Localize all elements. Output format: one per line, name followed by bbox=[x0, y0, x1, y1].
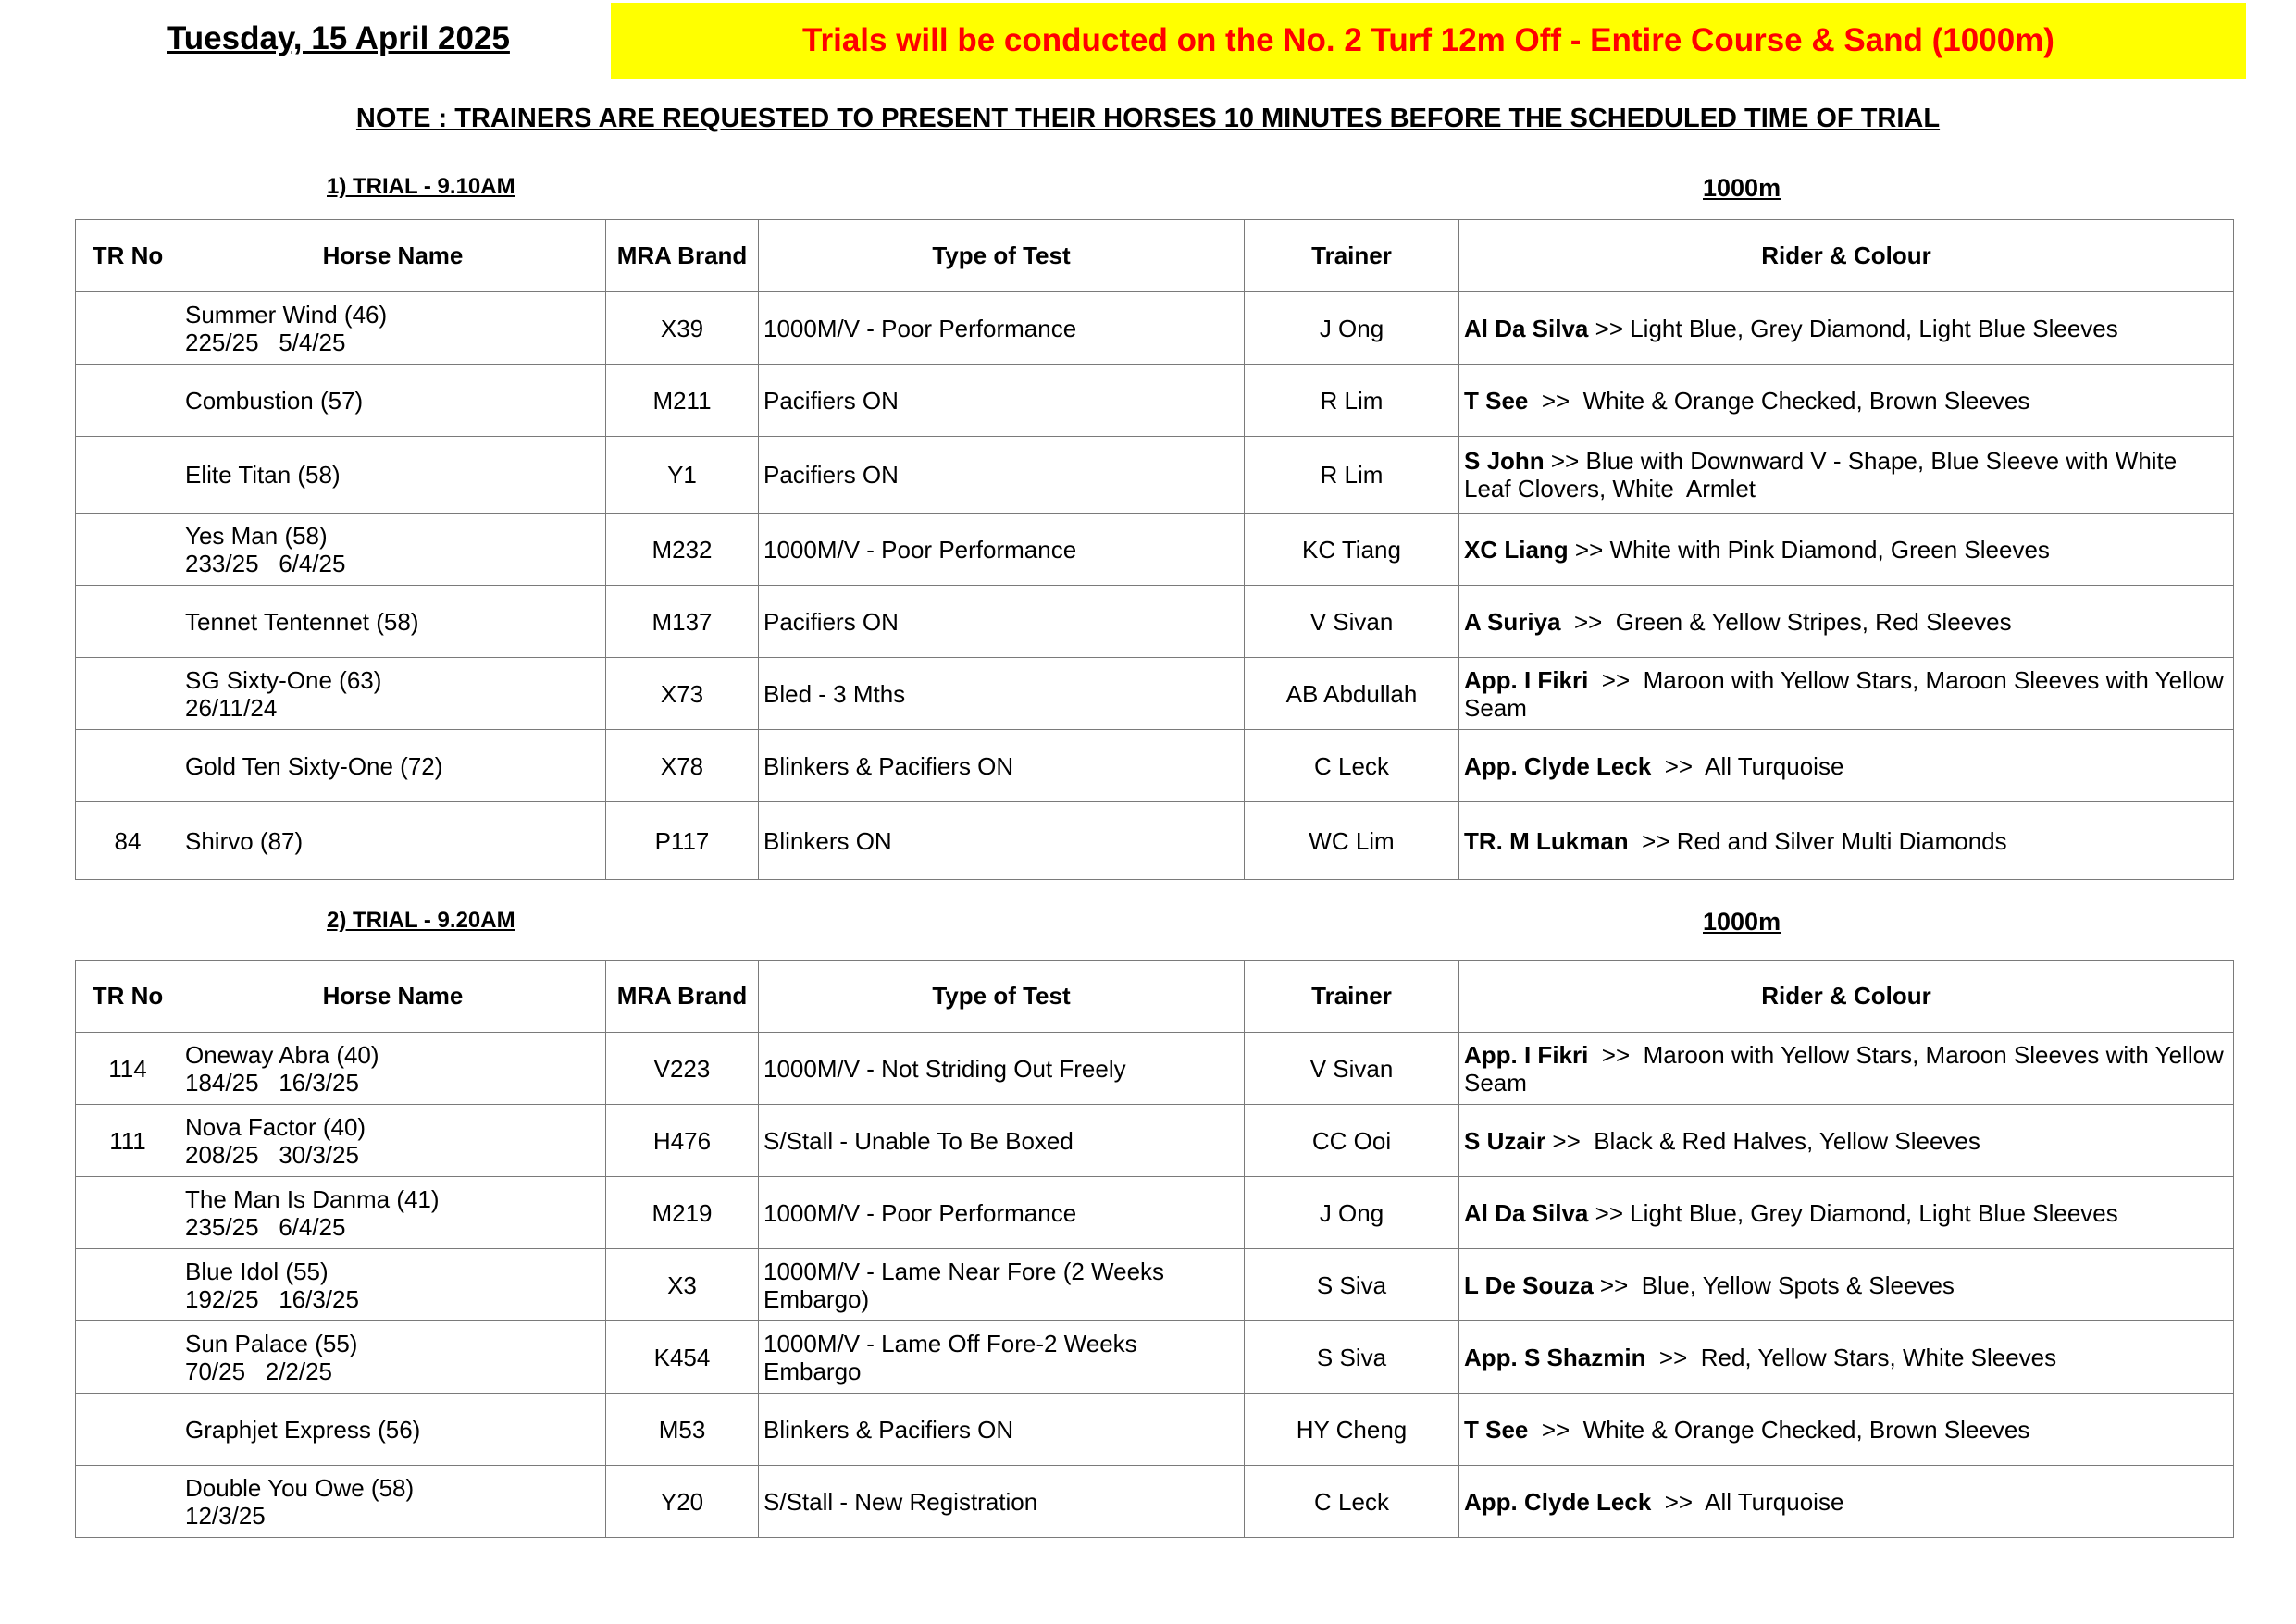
horse-name: Nova Factor (40) bbox=[185, 1112, 366, 1141]
rider-colours: >> Blue with Downward V - Shape, Blue Sleeve with White Leaf Clovers, White Armlet bbox=[1464, 447, 2184, 502]
col-tr-no: TR No bbox=[76, 961, 180, 1033]
col-rider-colour: Rider & Colour bbox=[1459, 220, 2234, 292]
rider-colours: >> White & Orange Checked, Brown Sleeves bbox=[1528, 1415, 2030, 1444]
table-row bbox=[76, 586, 2234, 658]
horse-name: Summer Wind (46) bbox=[185, 300, 388, 329]
mra-brand-cell: X39 bbox=[606, 292, 759, 365]
trainer-cell: KC Tiang bbox=[1245, 514, 1459, 586]
rider-name: Al Da Silva bbox=[1464, 1198, 1589, 1227]
rider-name: T See bbox=[1464, 1415, 1529, 1444]
trainer-cell: WC Lim bbox=[1245, 802, 1459, 880]
mra-brand-cell: M219 bbox=[606, 1177, 759, 1249]
rider-name: App. Clyde Leck bbox=[1464, 751, 1652, 780]
table-row bbox=[76, 1033, 2234, 1105]
horse-name: Blue Idol (55) bbox=[185, 1257, 329, 1285]
trial-2-title: 2) TRIAL - 9.20AM bbox=[327, 908, 515, 933]
horse-name-cell bbox=[180, 586, 606, 658]
mra-brand-cell: K454 bbox=[606, 1321, 759, 1394]
horse-name-cell bbox=[180, 802, 606, 880]
rider-colour-cell bbox=[1459, 1177, 2234, 1249]
tr-no-cell bbox=[76, 586, 180, 658]
trial-1-rows bbox=[76, 292, 2234, 880]
mra-brand-cell: M232 bbox=[606, 514, 759, 586]
table-row bbox=[76, 292, 2234, 365]
horse-name: Shirvo (87) bbox=[185, 826, 304, 855]
tr-no-cell bbox=[76, 1249, 180, 1321]
rider-colours: >> Black & Red Halves, Yellow Sleeves bbox=[1545, 1126, 1980, 1155]
rider-name: App. I Fikri bbox=[1464, 665, 1589, 694]
table-row bbox=[76, 1177, 2234, 1249]
tr-no-cell bbox=[76, 365, 180, 437]
horse-name: SG Sixty-One (63) bbox=[185, 665, 382, 694]
type-of-test-cell: 1000M/V - Lame Near Fore (2 Weeks Embargo) bbox=[759, 1249, 1245, 1321]
type-of-test-cell: Pacifiers ON bbox=[759, 437, 1245, 514]
horse-name: Tennet Tentennet (58) bbox=[185, 607, 419, 636]
rider-colour-cell bbox=[1459, 730, 2234, 802]
tr-no-cell bbox=[76, 1177, 180, 1249]
rider-colour-cell bbox=[1459, 1466, 2234, 1538]
col-tr-no: TR No bbox=[76, 220, 180, 292]
tr-no-cell: 111 bbox=[76, 1105, 180, 1177]
tr-no-cell bbox=[76, 1321, 180, 1394]
rider-colour-cell bbox=[1459, 1394, 2234, 1466]
rider-colour-cell bbox=[1459, 586, 2234, 658]
rider-name: L De Souza bbox=[1464, 1271, 1594, 1299]
type-of-test-cell: S/Stall - New Registration bbox=[759, 1466, 1245, 1538]
mra-brand-cell: H476 bbox=[606, 1105, 759, 1177]
trainer-cell: R Lim bbox=[1245, 437, 1459, 514]
rider-colours: >> All Turquoise bbox=[1651, 1487, 1844, 1516]
rider-name: Al Da Silva bbox=[1464, 314, 1589, 342]
trial-2-table bbox=[75, 960, 2234, 1538]
rider-name: XC Liang bbox=[1464, 535, 1569, 564]
rider-colour-cell bbox=[1459, 365, 2234, 437]
mra-brand-cell: M53 bbox=[606, 1394, 759, 1466]
col-type-of-test: Type of Test bbox=[759, 961, 1245, 1033]
horse-name-cell bbox=[180, 1177, 606, 1249]
rider-colours: >> Maroon with Yellow Stars, Maroon Sleeves with Yellow Seam bbox=[1464, 1040, 2231, 1097]
rider-name: App. I Fikri bbox=[1464, 1040, 1589, 1069]
rider-colour-cell bbox=[1459, 292, 2234, 365]
col-horse-name: Horse Name bbox=[180, 220, 606, 292]
rider-name: S Uzair bbox=[1464, 1126, 1546, 1155]
table-row bbox=[76, 437, 2234, 514]
tr-no-cell bbox=[76, 437, 180, 514]
rider-name: A Suriya bbox=[1464, 607, 1561, 636]
table-row bbox=[76, 1394, 2234, 1466]
mra-brand-cell: P117 bbox=[606, 802, 759, 880]
rider-colours: >> Maroon with Yellow Stars, Maroon Sleeves with Yellow Seam bbox=[1464, 665, 2231, 722]
tr-no-cell bbox=[76, 658, 180, 730]
tr-no-cell bbox=[76, 730, 180, 802]
trainer-cell: J Ong bbox=[1245, 292, 1459, 365]
mra-brand-cell: M137 bbox=[606, 586, 759, 658]
trial-banner bbox=[611, 3, 2246, 79]
rider-name: TR. M Lukman bbox=[1464, 826, 1629, 855]
rider-colour-cell bbox=[1459, 1033, 2234, 1105]
table-row bbox=[76, 802, 2234, 880]
rider-name: App. Clyde Leck bbox=[1464, 1487, 1652, 1516]
horse-info: 225/25 5/4/25 bbox=[185, 328, 346, 356]
rider-colour-cell bbox=[1459, 802, 2234, 880]
horse-name: Gold Ten Sixty-One (72) bbox=[185, 751, 443, 780]
horse-name: Combustion (57) bbox=[185, 386, 364, 415]
rider-colours: >> All Turquoise bbox=[1651, 751, 1844, 780]
header-row bbox=[76, 961, 2234, 1033]
trial-2-header bbox=[76, 961, 2234, 1033]
col-horse-name: Horse Name bbox=[180, 961, 606, 1033]
schedule-date: Tuesday, 15 April 2025 bbox=[167, 20, 510, 56]
type-of-test-cell: Blinkers ON bbox=[759, 802, 1245, 880]
table-row bbox=[76, 514, 2234, 586]
trial-1-header bbox=[76, 220, 2234, 292]
trainer-cell: V Sivan bbox=[1245, 586, 1459, 658]
horse-name: Sun Palace (55) bbox=[185, 1329, 358, 1357]
mra-brand-cell: X3 bbox=[606, 1249, 759, 1321]
horse-info: 235/25 6/4/25 bbox=[185, 1212, 346, 1241]
horse-info: 184/25 16/3/25 bbox=[185, 1068, 359, 1097]
mra-brand-cell: Y1 bbox=[606, 437, 759, 514]
trainer-note: NOTE : TRAINERS ARE REQUESTED TO PRESENT THEIR HORSES 10 MINUTES BEFORE THE SCHEDULED TIME OF TRIAL bbox=[355, 104, 1941, 133]
tr-no-cell bbox=[76, 292, 180, 365]
tr-no-cell bbox=[76, 514, 180, 586]
type-of-test-cell: 1000M/V - Lame Off Fore-2 Weeks Embargo bbox=[759, 1321, 1245, 1394]
type-of-test-cell: 1000M/V - Poor Performance bbox=[759, 292, 1245, 365]
trainer-cell: S Siva bbox=[1245, 1321, 1459, 1394]
table-row bbox=[76, 658, 2234, 730]
trainer-cell: C Leck bbox=[1245, 730, 1459, 802]
rider-colours: >> Light Blue, Grey Diamond, Light Blue Sleeves bbox=[1588, 314, 2118, 342]
rider-colours: >> White & Orange Checked, Brown Sleeves bbox=[1528, 386, 2030, 415]
horse-name-cell bbox=[180, 1105, 606, 1177]
rider-colours: >> Blue, Yellow Spots & Sleeves bbox=[1593, 1271, 1955, 1299]
rider-name: T See bbox=[1464, 386, 1529, 415]
horse-name-cell bbox=[180, 292, 606, 365]
rider-colour-cell bbox=[1459, 658, 2234, 730]
horse-info: 208/25 30/3/25 bbox=[185, 1140, 359, 1169]
horse-name: The Man Is Danma (41) bbox=[185, 1184, 440, 1213]
trial-banner-text: Trials will be conducted on the No. 2 Turf 12m Off - Entire Course & Sand (1000m) bbox=[802, 22, 2054, 58]
trainer-cell: CC Ooi bbox=[1245, 1105, 1459, 1177]
trial-2-rows bbox=[76, 1033, 2234, 1538]
mra-brand-cell: M211 bbox=[606, 365, 759, 437]
horse-name-cell bbox=[180, 1321, 606, 1394]
trial-1-table bbox=[75, 219, 2234, 880]
trainer-cell: V Sivan bbox=[1245, 1033, 1459, 1105]
horse-name: Double You Owe (58) bbox=[185, 1473, 415, 1502]
mra-brand-cell: Y20 bbox=[606, 1466, 759, 1538]
rider-colour-cell bbox=[1459, 1249, 2234, 1321]
rider-colours: >> Red, Yellow Stars, White Sleeves bbox=[1645, 1343, 2057, 1371]
table-row bbox=[76, 365, 2234, 437]
tr-no-cell: 84 bbox=[76, 802, 180, 880]
horse-name-cell bbox=[180, 437, 606, 514]
rider-colours: >> White with Pink Diamond, Green Sleeves bbox=[1568, 535, 2050, 564]
type-of-test-cell: 1000M/V - Poor Performance bbox=[759, 1177, 1245, 1249]
rider-colours: >> Light Blue, Grey Diamond, Light Blue Sleeves bbox=[1588, 1198, 2118, 1227]
type-of-test-cell: 1000M/V - Not Striding Out Freely bbox=[759, 1033, 1245, 1105]
rider-colour-cell bbox=[1459, 514, 2234, 586]
rider-colour-cell bbox=[1459, 1321, 2234, 1394]
trainer-cell: R Lim bbox=[1245, 365, 1459, 437]
table-row bbox=[76, 730, 2234, 802]
horse-name-cell bbox=[180, 1249, 606, 1321]
horse-name-cell bbox=[180, 658, 606, 730]
type-of-test-cell: Bled - 3 Mths bbox=[759, 658, 1245, 730]
trial-1-distance: 1000m bbox=[1703, 174, 1781, 202]
col-mra-brand: MRA Brand bbox=[606, 220, 759, 292]
horse-name: Yes Man (58) bbox=[185, 521, 328, 550]
horse-name-cell bbox=[180, 730, 606, 802]
horse-name-cell bbox=[180, 1466, 606, 1538]
trainer-cell: HY Cheng bbox=[1245, 1394, 1459, 1466]
horse-info: 26/11/24 bbox=[185, 693, 278, 722]
table-row bbox=[76, 1249, 2234, 1321]
horse-info: 233/25 6/4/25 bbox=[185, 549, 346, 577]
horse-name-cell bbox=[180, 1033, 606, 1105]
type-of-test-cell: S/Stall - Unable To Be Boxed bbox=[759, 1105, 1245, 1177]
rider-colours: >> Green & Yellow Stripes, Red Sleeves bbox=[1560, 607, 2012, 636]
rider-colours: >> Red and Silver Multi Diamonds bbox=[1628, 826, 2007, 855]
horse-info: 12/3/25 bbox=[185, 1501, 266, 1530]
table-row bbox=[76, 1105, 2234, 1177]
header-row bbox=[76, 220, 2234, 292]
horse-info: 70/25 2/2/25 bbox=[185, 1357, 333, 1385]
mra-brand-cell: X78 bbox=[606, 730, 759, 802]
horse-name-cell bbox=[180, 365, 606, 437]
col-trainer: Trainer bbox=[1245, 961, 1459, 1033]
horse-info: 192/25 16/3/25 bbox=[185, 1284, 359, 1313]
tr-no-cell: 114 bbox=[76, 1033, 180, 1105]
type-of-test-cell: 1000M/V - Poor Performance bbox=[759, 514, 1245, 586]
type-of-test-cell: Pacifiers ON bbox=[759, 586, 1245, 658]
tr-no-cell bbox=[76, 1466, 180, 1538]
rider-colour-cell bbox=[1459, 1105, 2234, 1177]
trial-2-distance: 1000m bbox=[1703, 908, 1781, 936]
rider-colour-cell bbox=[1459, 437, 2234, 514]
table-row bbox=[76, 1466, 2234, 1538]
horse-name: Graphjet Express (56) bbox=[185, 1415, 421, 1444]
trial-1-title: 1) TRIAL - 9.10AM bbox=[327, 174, 515, 199]
horse-name-cell bbox=[180, 514, 606, 586]
type-of-test-cell: Blinkers & Pacifiers ON bbox=[759, 1394, 1245, 1466]
trainer-cell: AB Abdullah bbox=[1245, 658, 1459, 730]
mra-brand-cell: V223 bbox=[606, 1033, 759, 1105]
trainer-cell: C Leck bbox=[1245, 1466, 1459, 1538]
tr-no-cell bbox=[76, 1394, 180, 1466]
type-of-test-cell: Pacifiers ON bbox=[759, 365, 1245, 437]
rider-name: S John bbox=[1464, 447, 1545, 475]
type-of-test-cell: Blinkers & Pacifiers ON bbox=[759, 730, 1245, 802]
mra-brand-cell: X73 bbox=[606, 658, 759, 730]
horse-name-cell bbox=[180, 1394, 606, 1466]
horse-name: Oneway Abra (40) bbox=[185, 1040, 379, 1069]
trainer-cell: S Siva bbox=[1245, 1249, 1459, 1321]
rider-name: App. S Shazmin bbox=[1464, 1343, 1646, 1371]
trainer-cell: J Ong bbox=[1245, 1177, 1459, 1249]
col-trainer: Trainer bbox=[1245, 220, 1459, 292]
horse-name: Elite Titan (58) bbox=[185, 461, 341, 489]
col-mra-brand: MRA Brand bbox=[606, 961, 759, 1033]
col-rider-colour: Rider & Colour bbox=[1459, 961, 2234, 1033]
table-row bbox=[76, 1321, 2234, 1394]
col-type-of-test: Type of Test bbox=[759, 220, 1245, 292]
